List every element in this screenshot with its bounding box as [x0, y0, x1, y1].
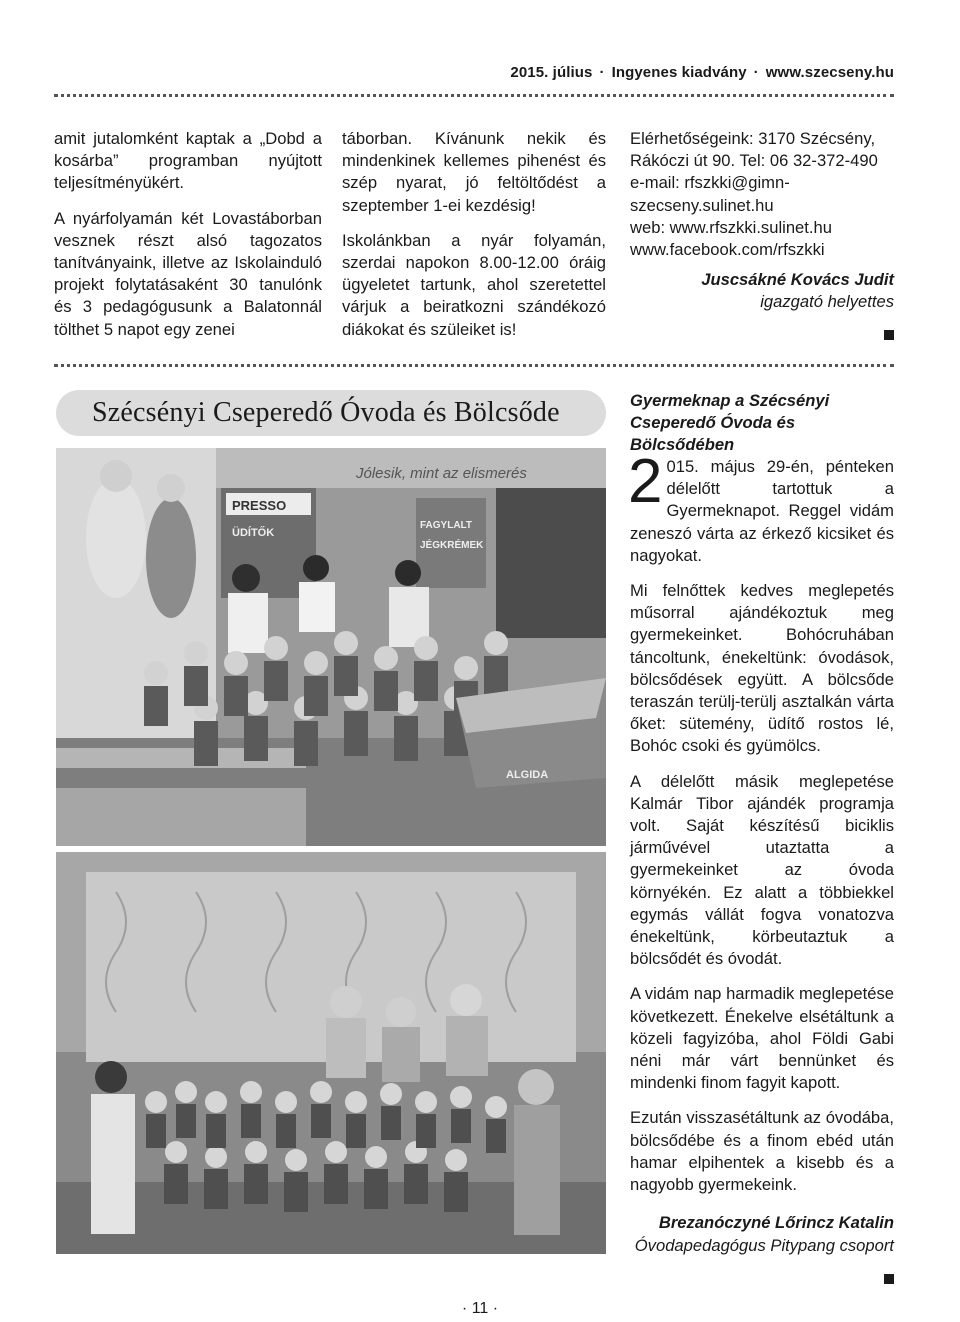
top-article-contact-column	[630, 128, 894, 314]
article-paragraph: Ezután visszasétáltunk az óvodába, bölcsődébe és a finom ebéd után hamar elpihentek a kisebb és a nagyobb gyermekeink.	[630, 1108, 894, 1195]
contact-web: web: www.rfszkki.sulinet.hu	[630, 217, 832, 237]
sign-uditok: ÜDÍTŐK	[232, 527, 275, 539]
header-date: 2015. július	[510, 64, 593, 81]
sign-fagylalt: FAGYLALT	[420, 520, 473, 531]
header-divider	[54, 94, 894, 97]
page-header	[510, 64, 894, 81]
signature-name: Juscsákné Kovács Judit	[701, 270, 894, 290]
contact-email: e-mail: rfszkki@gimn-szecseny.sulinet.hu	[630, 173, 790, 215]
photo-1-illustration	[56, 448, 606, 846]
section-divider	[54, 364, 894, 367]
article-paragraph: Mi felnőttek kedves meglepetés műsorral ajándékoztuk meg gyermekeinket. Bohócruhában táncoltunk, énekeltünk: óvodások, bölcsődések együtt. A bölcsőde teraszán terülj-terülj asztalkán várta őket: sütemény, üdítő rostos lé, Bohóc csoki és gyümölcs.	[630, 581, 894, 756]
top-article-paragraph: táborban. Kívánunk nekik és mindenkinek kellemes pihenést és szép nyarat, jó feltöltődést a szeptember 1-ei kezdésig!	[342, 129, 606, 215]
top-article-paragraph: amit jutalomként kaptak a „Dobd a kosárba” programban nyújtott teljesítményükért.	[54, 129, 322, 193]
sign-jegkremek: JÉGKRÉMEK	[420, 540, 484, 551]
photo-2-illustration	[56, 852, 606, 1254]
article-paragraph: 015. május 29-én, pénteken délelőtt tartottuk a Gyermeknapot. Reggel vidám zeneszó várta az érkező kicsiket és nagyokat.	[630, 457, 894, 565]
article-paragraph: A vidám nap harmadik meglepetése következett. Énekelve elsétáltunk a közeli fagyizóba, ahol Földi Gabi néni már várt bennünket és mindenki finom fagyit kapott.	[630, 984, 894, 1093]
article-signature-name: Brezanóczyné Lőrincz Katalin	[658, 1213, 894, 1233]
article-dropcap: 2	[628, 447, 663, 516]
section-title-banner	[56, 390, 606, 436]
end-of-article-mark	[884, 1274, 894, 1284]
header-separator: ·	[599, 64, 605, 81]
top-article-column-2	[342, 128, 606, 341]
gyermeknap-article	[630, 390, 894, 1257]
top-article-paragraph: Iskolánkban a nyár folyamán, szerdai napokon 8.00-12.00 óráig ügyeletet tartunk, ahol szeretettel várjuk a beiratkozni szándékozó diákokat és szüleiket is!	[342, 230, 606, 339]
table-brand: ALGIDA	[506, 769, 549, 781]
article-paragraph: A délelőtt másik meglepetése Kalmár Tibor ajándék programja volt. Saját készítésű biciklis járművével utaztatta a gyermekeinket az óvoda környékén. Ez alatt a többiekkel egymás vállát fogva vonatozva énekeltünk, körbeutaztuk a bölcsődét és óvodát.	[630, 771, 894, 969]
shop-sign-text: Jólesik, mint az elismerés	[356, 465, 527, 482]
header-separator: ·	[753, 64, 759, 81]
signature-role: igazgató helyettes	[760, 292, 894, 312]
article-title: Gyermeknap a Szécsényi Cseperedő Óvoda és Bölcsődében	[630, 391, 830, 454]
group-photo-nursery	[56, 852, 606, 1254]
group-photo-ice-cream-shop	[56, 448, 606, 846]
article-signature-role: Óvodapedagógus Pitypang csoport	[634, 1235, 894, 1255]
section-title: Szécsényi Cseperedő Óvoda és Bölcsőde	[92, 397, 560, 428]
header-url: www.szecseny.hu	[765, 64, 894, 81]
contact-facebook: www.facebook.com/rfszkki	[630, 240, 825, 260]
contact-address: Elérhetőségeink: 3170 Szécsény, Rákóczi út 90. Tel: 06 32-372-490	[630, 129, 878, 171]
end-of-article-mark	[884, 330, 894, 340]
banner-left-text: PRESSO	[232, 498, 287, 513]
top-article-paragraph: A nyárfolyamán két Lovastáborban vesznek részt alsó tagozatos tanítványaink, illetve az Iskolainduló projekt folytatásaként 30 tanulónk és 3 pedagógusunk a Balatonnál tölthet 5 napot egy zenei	[54, 208, 322, 339]
page-number: · 11 ·	[461, 1300, 499, 1317]
header-free-label: Ingyenes kiadvány	[611, 64, 747, 81]
top-article-column-1	[54, 128, 322, 341]
